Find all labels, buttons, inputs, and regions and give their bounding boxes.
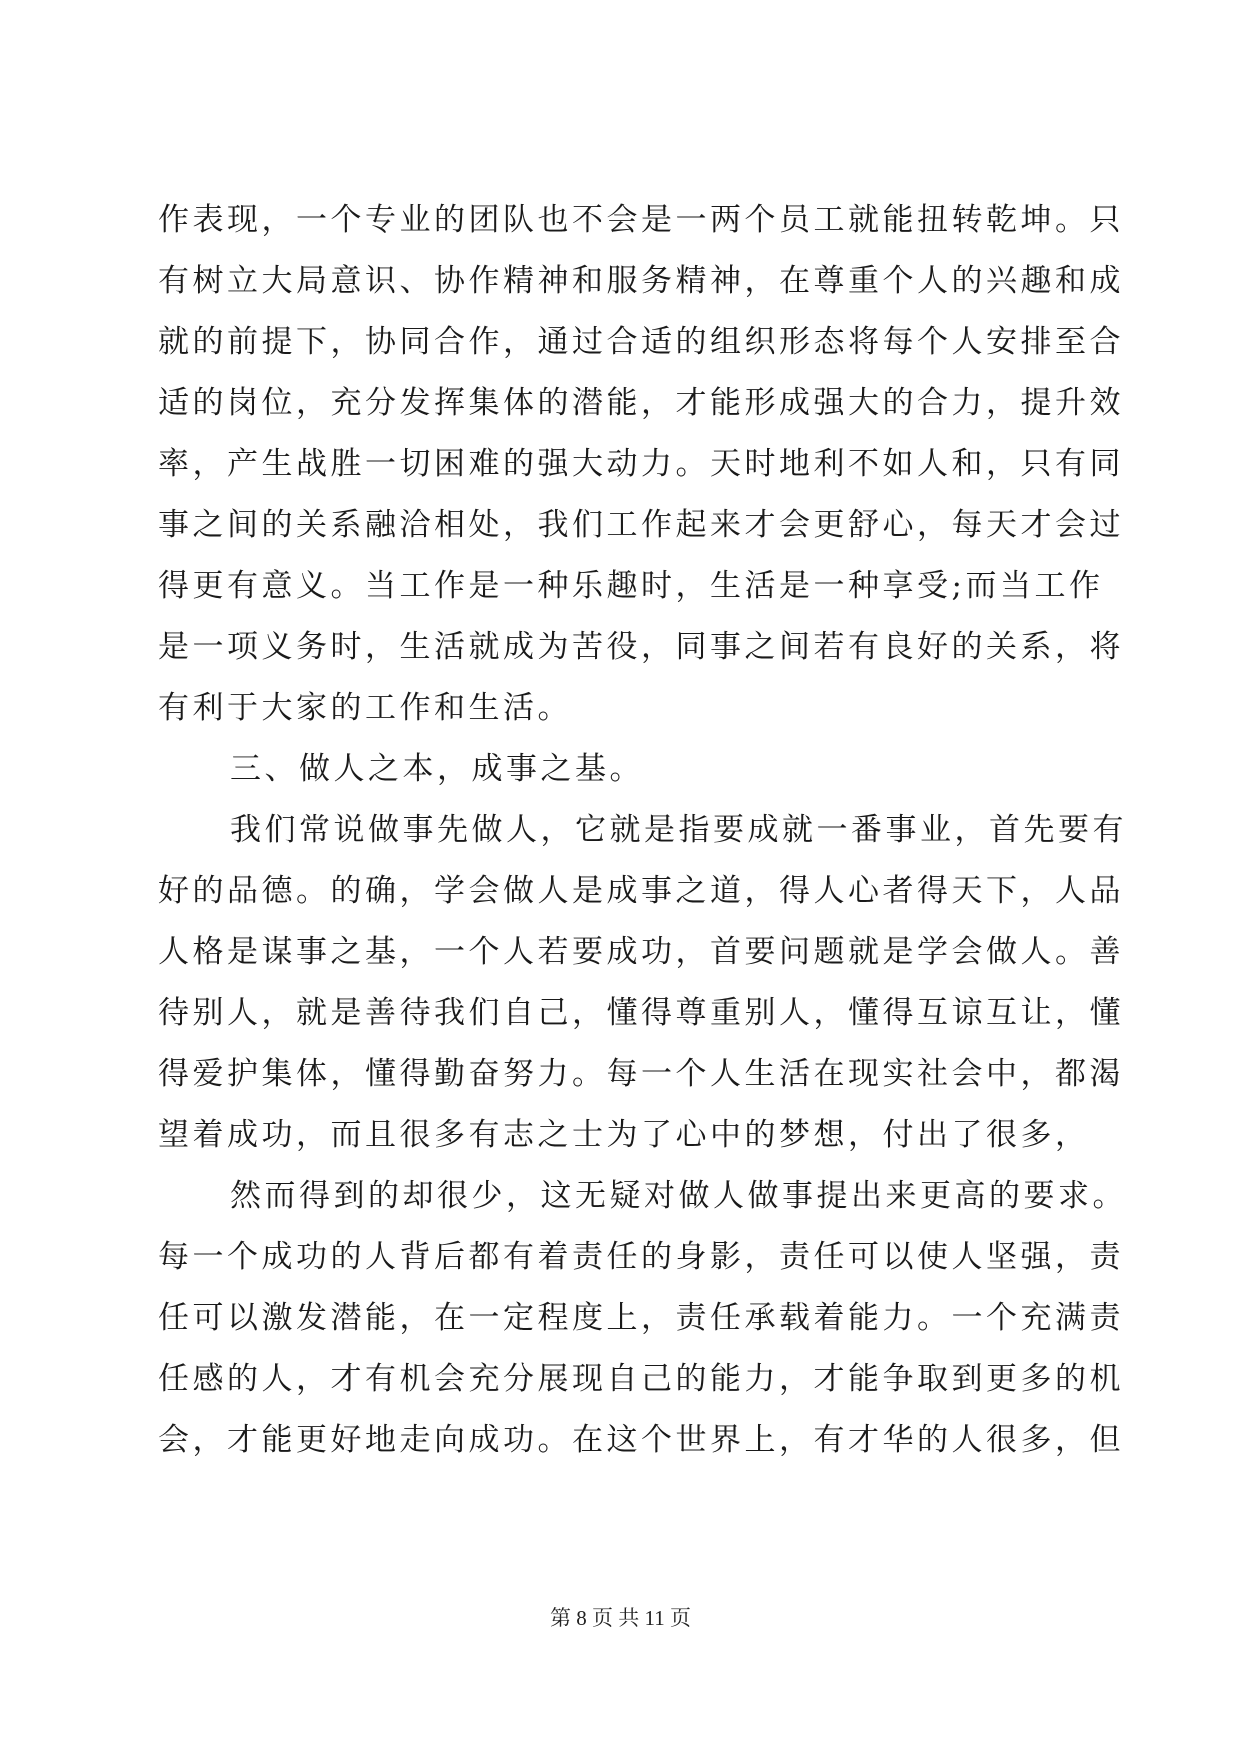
text-line: 事之间的关系融洽相处，我们工作起来才会更舒心，每天才会过 — [158, 507, 1124, 543]
text-line: 任可以激发潜能，在一定程度上，责任承载着能力。一个充满责 — [158, 1300, 1124, 1336]
text-line: 然而得到的却很少，这无疑对做人做事提出来更高的要求。 — [230, 1178, 1127, 1214]
text-line: 有树立大局意识、协作精神和服务精神，在尊重个人的兴趣和成 — [158, 263, 1124, 299]
text-line: 有利于大家的工作和生活。 — [158, 690, 572, 726]
section-heading: 三、做人之本，成事之基。 — [230, 751, 644, 787]
text-line: 待别人，就是善待我们自己，懂得尊重别人，懂得互谅互让，懂 — [158, 995, 1124, 1031]
text-line: 任感的人，才有机会充分展现自己的能力，才能争取到更多的机 — [158, 1361, 1124, 1397]
text-line: 适的岗位，充分发挥集体的潜能，才能形成强大的合力，提升效 — [158, 385, 1124, 421]
text-line: 会，才能更好地走向成功。在这个世界上，有才华的人很多，但 — [158, 1422, 1124, 1458]
text-line: 人格是谋事之基，一个人若要成功，首要问题就是学会做人。善 — [158, 934, 1124, 970]
text-line: 得更有意义。当工作是一种乐趣时，生活是一种享受;而当工作 — [158, 568, 1104, 604]
text-line: 望着成功，而且很多有志之士为了心中的梦想，付出了很多， — [158, 1117, 1090, 1153]
text-line: 作表现，一个专业的团队也不会是一两个员工就能扭转乾坤。只 — [158, 202, 1124, 238]
text-line: 好的品德。的确，学会做人是成事之道，得人心者得天下，人品 — [158, 873, 1124, 909]
text-line: 得爱护集体，懂得勤奋努力。每一个人生活在现实社会中，都渴 — [158, 1056, 1124, 1092]
text-line: 是一项义务时，生活就成为苦役，同事之间若有良好的关系，将 — [158, 629, 1124, 665]
text-line: 我们常说做事先做人，它就是指要成就一番事业，首先要有 — [230, 812, 1127, 848]
page-number-label: 第 8 页 共 11 页 — [550, 1606, 691, 1630]
text-line: 每一个成功的人背后都有着责任的身影，责任可以使人坚强，责 — [158, 1239, 1124, 1275]
text-line: 就的前提下，协同合作，通过合适的组织形态将每个人安排至合 — [158, 324, 1124, 360]
page-footer — [0, 1604, 1241, 1632]
text-line: 率，产生战胜一切困难的强大动力。天时地利不如人和，只有同 — [158, 446, 1124, 482]
